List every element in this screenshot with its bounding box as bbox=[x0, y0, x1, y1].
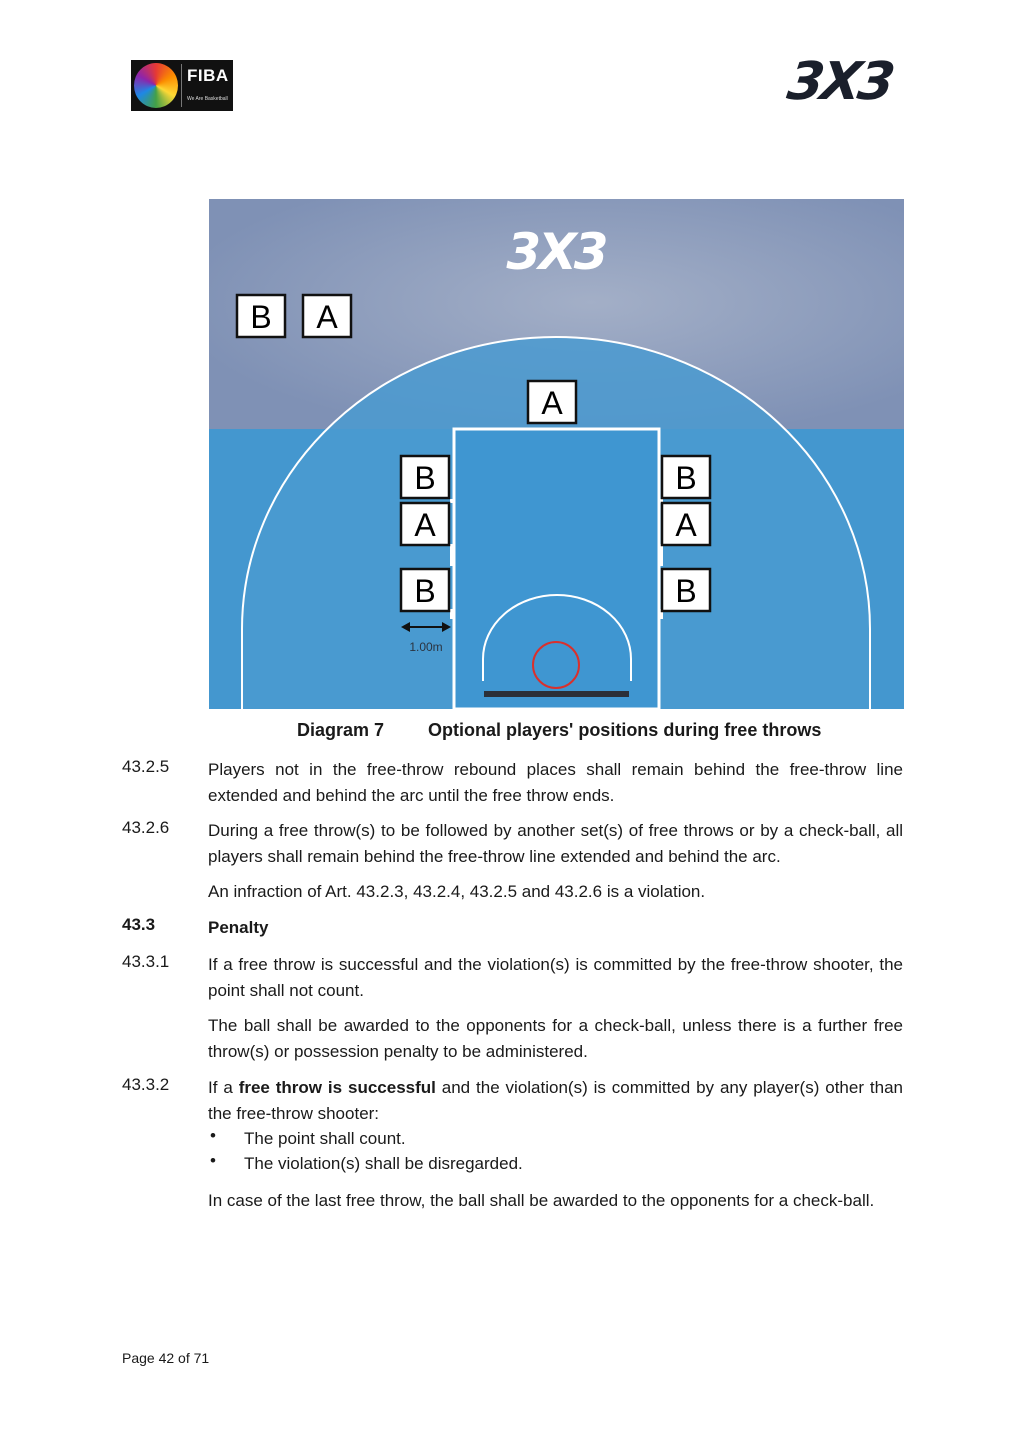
backboard bbox=[484, 691, 629, 697]
lane-mark bbox=[450, 609, 454, 619]
player-box-label: A bbox=[414, 507, 436, 543]
diagram-caption-label: Diagram 7 bbox=[297, 720, 385, 740]
fiba-tagline: We Are Basketball bbox=[187, 96, 228, 102]
section-number: 43.3.1 bbox=[122, 952, 170, 971]
bullet-icon: • bbox=[210, 1126, 216, 1145]
distance-label: 1.00m bbox=[409, 640, 443, 654]
bullet-text: The point shall count. bbox=[244, 1129, 406, 1148]
player-box-label: B bbox=[675, 460, 697, 496]
section-heading: Penalty bbox=[208, 918, 269, 937]
section-text: During a free throw(s) to be followed by another set(s) of free throws or by a check-ball, all players shall remain behind the free-throw line extended and behind the arc. bbox=[208, 821, 903, 866]
lane-mark bbox=[450, 499, 454, 503]
court-3x3-logo: 3X3 bbox=[506, 223, 606, 281]
player-box-label: A bbox=[541, 385, 563, 421]
lane-mark bbox=[659, 544, 663, 566]
fiba-logo bbox=[131, 60, 233, 111]
intro-text: and the violation(s) is committed by any player(s) other than the free-throw shooter: bbox=[208, 1078, 903, 1123]
fiba-logo-text: FIBA bbox=[187, 66, 229, 85]
intro-bold-text: free throw is successful bbox=[238, 1078, 436, 1097]
player-box-label: B bbox=[675, 573, 697, 609]
section-number: 43.2.5 bbox=[122, 757, 170, 776]
bullet-icon: • bbox=[210, 1151, 216, 1170]
intro-text: If a bbox=[208, 1078, 239, 1097]
page-number: Page 42 of 71 bbox=[122, 1350, 210, 1366]
diagram-caption-title: Optional players' positions during free throws bbox=[428, 720, 822, 740]
section-text bbox=[208, 1075, 903, 1126]
section-text: The ball shall be awarded to the opponents for a check-ball, unless there is a further free throw(s) or possession penalty to be administered. bbox=[208, 1016, 903, 1061]
player-box-label: B bbox=[414, 573, 436, 609]
section-note: An infraction of Art. 43.2.3, 43.2.4, 43.2.5 and 43.2.6 is a violation. bbox=[208, 882, 706, 901]
player-box-label: A bbox=[316, 299, 338, 335]
player-box-label: B bbox=[250, 299, 272, 335]
section-text: Players not in the free-throw rebound places shall remain behind the free-throw line extended and behind the arc until the free throw ends. bbox=[208, 760, 903, 805]
logo-divider bbox=[181, 64, 182, 107]
player-box-label: B bbox=[414, 460, 436, 496]
section-number: 43.3.2 bbox=[122, 1075, 170, 1094]
lane-mark bbox=[450, 544, 454, 566]
section-number: 43.2.6 bbox=[122, 818, 170, 837]
basketball-icon bbox=[134, 63, 178, 108]
court-diagram bbox=[209, 199, 904, 709]
section-text: If a free throw is successful and the violation(s) is committed by the free-throw shooter, the point shall not count. bbox=[208, 955, 903, 1000]
player-box-label: A bbox=[675, 507, 697, 543]
brand-3x3-logo: 3X3 bbox=[783, 52, 896, 112]
free-throw-lane bbox=[454, 429, 659, 709]
section-number: 43.3 bbox=[122, 915, 156, 934]
bullet-text: The violation(s) shall be disregarded. bbox=[244, 1154, 523, 1173]
section-text: In case of the last free throw, the ball shall be awarded to the opponents for a check-ball. bbox=[208, 1191, 875, 1210]
